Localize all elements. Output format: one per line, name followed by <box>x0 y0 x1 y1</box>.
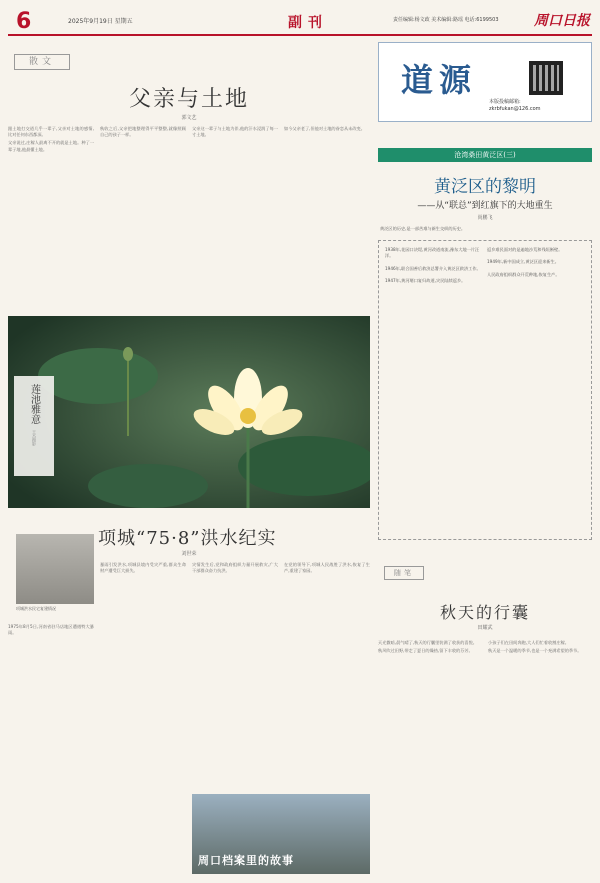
lotus-illustration <box>8 316 370 508</box>
paragraph: 父亲说过,庄稼人最离不开的就是土地。种了一辈子地,他最懂土地。 <box>8 140 94 152</box>
article-body <box>8 126 370 306</box>
newspaper-logo: 周口日报 <box>534 13 590 29</box>
photo-caption: 项城洪水民宅复建情况 <box>16 606 56 611</box>
paragraph: 父亲这一辈子与土地为伴,他的汗水浸润了每一寸土地。 <box>192 126 278 138</box>
editor-credits: 责任编辑:杨文政 美术编辑:路瑶 电话:6199503 <box>393 17 499 23</box>
paragraph: 跟土地打交道几乎一辈子,父亲对土地的感情,比对任何东西都深。 <box>8 126 94 138</box>
text-column <box>284 562 370 576</box>
byline: 郭文艺 <box>181 115 197 121</box>
archive-banner-photo <box>192 794 370 874</box>
text-column <box>192 126 278 306</box>
series-label: 沧湾桑田黄泛区(三) <box>378 148 592 162</box>
byline: 田耀武 <box>477 625 493 631</box>
byline: 尚鹏飞 <box>477 215 493 221</box>
timeline-entry: 1949年,新中国成立,黄泛区迎来新生。 <box>487 259 559 265</box>
article-title: 父亲与土地 <box>128 87 249 112</box>
timeline-entry: 1938年,花园口决堤,黄河改道南流,豫东大地一片汪洋。 <box>385 247 480 259</box>
article-intro: 黄泛区的历史,是一部苦难与新生交织的历史。 <box>380 226 466 231</box>
paragraph: 秋风吹过田野,带走了夏日的燥热,留下丰收的芬芳。 <box>378 648 473 654</box>
paragraph: 秋收之后,父亲把地整理得平平整整,就像照顾自己的孩子一样。 <box>100 126 186 138</box>
page-number: 6 <box>16 9 32 34</box>
timeline-entry: 人民政府组织群众开荒种地,恢复生产。 <box>487 271 560 277</box>
paragraph: 1975年8月5日,河南省驻马店地区遭遇特大暴雨。 <box>8 624 94 636</box>
photo-title: 莲池雅意 <box>28 384 40 424</box>
article-title: 秋天的行囊 <box>439 603 530 622</box>
submission-info <box>489 99 541 113</box>
column-tag: 散文 <box>14 54 70 70</box>
paragraph: 天光微暗,晨气晴了,秋天的行囊里装满了收获的喜悦。 <box>378 640 477 645</box>
article-title: 黄泛区的黎明 <box>434 177 536 197</box>
article-body <box>378 640 592 876</box>
timeline-entry: 1947年,黄河堵口复归故道,灾民陆续返乡。 <box>385 278 466 284</box>
text-column <box>284 126 370 306</box>
text-column <box>8 126 94 306</box>
qr-code-icon[interactable] <box>529 61 563 95</box>
photo-caption-box <box>14 376 54 476</box>
timeline-column <box>487 247 585 533</box>
daoyuan-header <box>378 42 592 122</box>
column-title: 道源 <box>401 61 478 99</box>
banner-title: 周口档案里的故事 <box>198 854 294 867</box>
article-subtitle: ——从“联总”到红旗下的大地重生 <box>417 201 553 211</box>
lotus-photo <box>8 316 370 508</box>
masthead <box>8 6 592 36</box>
article-title: 项城“75·8”洪水纪实 <box>98 528 277 549</box>
timeline-entry: 返乡难民面对的是遍地沙荒和残垣断壁。 <box>487 247 563 252</box>
timeline-column <box>385 247 483 533</box>
timeline-box <box>378 240 592 540</box>
column-tag: 随笔 <box>384 566 424 580</box>
text-column <box>192 562 278 576</box>
submission-label: 本版投稿邮箱: <box>489 99 521 105</box>
text-column <box>8 624 94 638</box>
section-title: 副刊 <box>288 15 328 31</box>
text-column <box>100 562 186 576</box>
issue-date: 2025年9月19日 星期五 <box>68 18 133 25</box>
submission-email[interactable]: zkrbfukan@126.com <box>489 106 541 112</box>
paragraph: 如今父亲老了,但他对土地的眷恋从未改变。 <box>284 126 365 131</box>
paragraph: 在党的领导下,项城人民战胜了洪水,恢复了生产,重建了家园。 <box>284 562 370 574</box>
essay-father-and-land <box>8 42 370 310</box>
text-column <box>488 640 592 876</box>
photographer: 王杰摄影 <box>32 430 37 446</box>
paragraph: 暴雨引发洪水,项城县境内受灾严重,群众生命财产遭受巨大损失。 <box>100 562 186 574</box>
paragraph: 灾情发生后,党和政府组织力量开展救灾,广大干部群众奋力抗洪。 <box>192 562 278 574</box>
text-column <box>100 126 186 306</box>
byline: 刘世荣 <box>181 551 197 557</box>
essay-xiangcheng-flood <box>8 514 370 877</box>
paragraph: 秋天是一个温暖的季节,也是一个充满希望的季节。 <box>488 648 582 654</box>
text-column <box>378 640 482 876</box>
timeline-entry: 1946年,联合国善后救济总署介入黄泛区救济工作。 <box>385 265 481 271</box>
paragraph: 小孩子们在田间奔跑,大人们忙着收割庄稼。 <box>488 640 569 645</box>
